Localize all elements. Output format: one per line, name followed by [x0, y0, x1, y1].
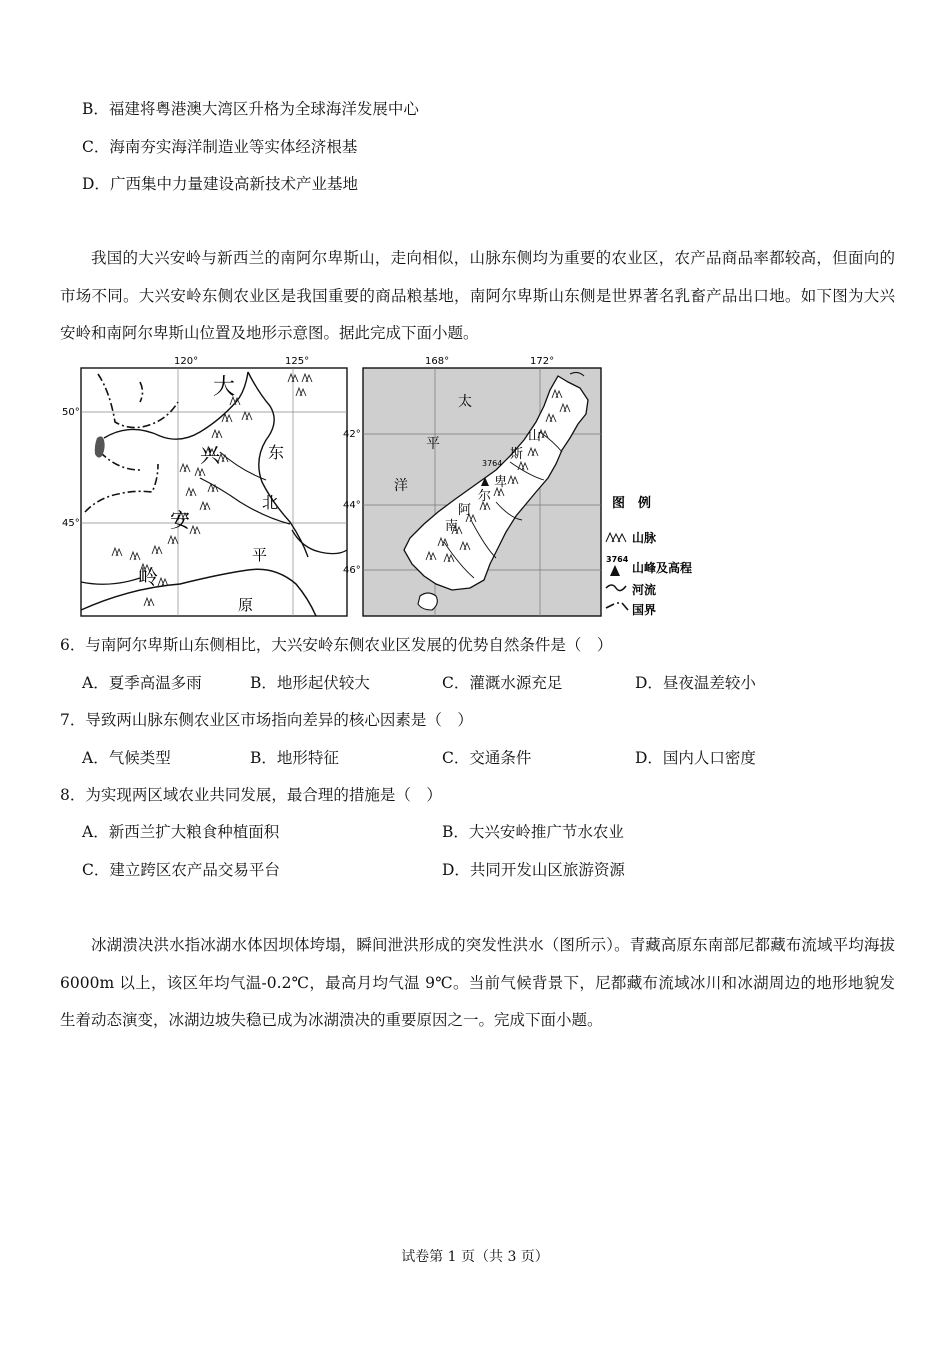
label-si: 斯 — [510, 447, 524, 462]
legend-item-peak — [606, 555, 692, 576]
peak-icon — [610, 565, 620, 576]
lat-label-44: 44° — [343, 500, 361, 511]
lon-label-172: 172° — [530, 356, 555, 367]
q7-option-d[interactable]: D．国内人口密度 — [635, 749, 756, 767]
q8-option-c[interactable]: C．建立跨区农产品交易平台 — [82, 861, 280, 879]
label-shan: 山 — [528, 429, 542, 444]
lat-label-45: 45° — [62, 518, 80, 529]
question-6-stem: 6．与南阿尔卑斯山东侧相比，大兴安岭东侧农业区发展的优势自然条件是（ ） — [60, 636, 613, 654]
peak-elevation: 3764 — [482, 459, 503, 468]
mountain-icon — [606, 533, 626, 542]
q6-option-c[interactable]: C．灌溉水源充足 — [442, 674, 563, 692]
legend-peak-value: 3764 — [606, 555, 629, 564]
map-figure — [40, 352, 920, 622]
legend-title: 图 例 — [612, 496, 652, 511]
label-yang: 洋 — [394, 478, 408, 494]
border-icon — [606, 603, 628, 610]
q7-option-c[interactable]: C．交通条件 — [442, 749, 532, 767]
label-bei-r: 卑 — [494, 475, 508, 490]
lon-label-125: 125° — [285, 356, 310, 367]
label-xing: 兴 — [200, 443, 220, 467]
stewart-island — [418, 593, 437, 610]
q8-option-a[interactable]: A．新西兰扩大粮食种植面积 — [82, 823, 280, 841]
label-bei: 北 — [262, 493, 279, 512]
q8-option-d[interactable]: D．共同开发山区旅游资源 — [442, 861, 625, 879]
prev-option-c: C．海南夯实海洋制造业等实体经济根基 — [82, 138, 358, 156]
page-footer: 试卷第 1 页（共 3 页） — [401, 1249, 549, 1265]
label-er: 尔 — [478, 489, 492, 504]
label-an: 安 — [170, 508, 190, 532]
legend-label-mountain: 山脉 — [632, 531, 657, 545]
q6-option-d[interactable]: D．昼夜温差较小 — [635, 674, 756, 692]
passage-1: 我国的大兴安岭与新西兰的南阿尔卑斯山，走向相似，山脉东侧均为重要的农业区，农产品商品率都较高，但面向的市场不同。大兴安岭东侧农业区是我国重要的商品粮基地，南阿尔卑斯山东侧是世界著名乳畜产品出口地。如下图为大兴安岭和南阿尔卑斯山位置及地形示意图。据此完成下面小题。 — [60, 249, 895, 342]
lat-label-46: 46° — [343, 565, 361, 576]
label-ling: 岭 — [138, 565, 158, 589]
prev-option-b: B．福建将粤港澳大湾区升格为全球海洋发展中心 — [82, 100, 419, 118]
map-legend — [606, 495, 692, 617]
label-tai: 太 — [458, 394, 472, 410]
map-southern-alps — [343, 356, 601, 616]
passage-2: 冰湖溃决洪水指冰湖水体因坝体垮塌，瞬间泄洪形成的突发性洪水（图所示）。青藏高原东南部尼都藏布流域平均海拔 6000m 以上，该区年均气温-0.2℃，最高月均气温 9℃。当前气候背景下，尼都藏布流域冰川和冰湖周边的地形地貌发生着动态演变，冰湖边坡失稳已成为冰湖溃决的重要原因之一。完成下面小题。 — [60, 936, 895, 1029]
lon-label-168: 168° — [425, 356, 450, 367]
q6-option-b[interactable]: B．地形起伏较大 — [250, 674, 370, 692]
label-dong: 东 — [268, 443, 285, 462]
prev-option-d: D．广西集中力量建设高新技术产业基地 — [82, 175, 358, 193]
legend-item-border — [606, 602, 656, 617]
q7-option-b[interactable]: B．地形特征 — [250, 749, 339, 767]
legend-item-mountain — [606, 531, 657, 545]
lat-label-42: 42° — [343, 429, 361, 440]
legend-label-peak: 山峰及高程 — [632, 561, 693, 575]
q8-option-b[interactable]: B．大兴安岭推广节水农业 — [442, 823, 624, 841]
label-ping: 平 — [252, 546, 268, 564]
label-yuan: 原 — [238, 596, 254, 614]
q6-option-a[interactable]: A．夏季高温多雨 — [82, 674, 202, 692]
label-da: 大 — [213, 375, 236, 400]
lat-label-50: 50° — [62, 407, 80, 418]
label-ping-r: 平 — [426, 436, 440, 452]
lon-label-120: 120° — [174, 356, 199, 367]
question-8-stem: 8．为实现两区域农业共同发展，最合理的措施是（ ） — [60, 786, 442, 804]
map-greater-khingan — [62, 356, 347, 616]
question-7-stem: 7．导致两山脉东侧农业区市场指向差异的核心因素是（ ） — [60, 711, 473, 729]
legend-item-river — [606, 582, 656, 597]
river-icon — [606, 585, 626, 591]
label-nan: 南 — [445, 519, 459, 534]
legend-label-river: 河流 — [632, 583, 657, 597]
legend-label-border: 国界 — [632, 603, 657, 617]
q7-option-a[interactable]: A．气候类型 — [82, 749, 171, 767]
label-a: 阿 — [458, 503, 472, 518]
